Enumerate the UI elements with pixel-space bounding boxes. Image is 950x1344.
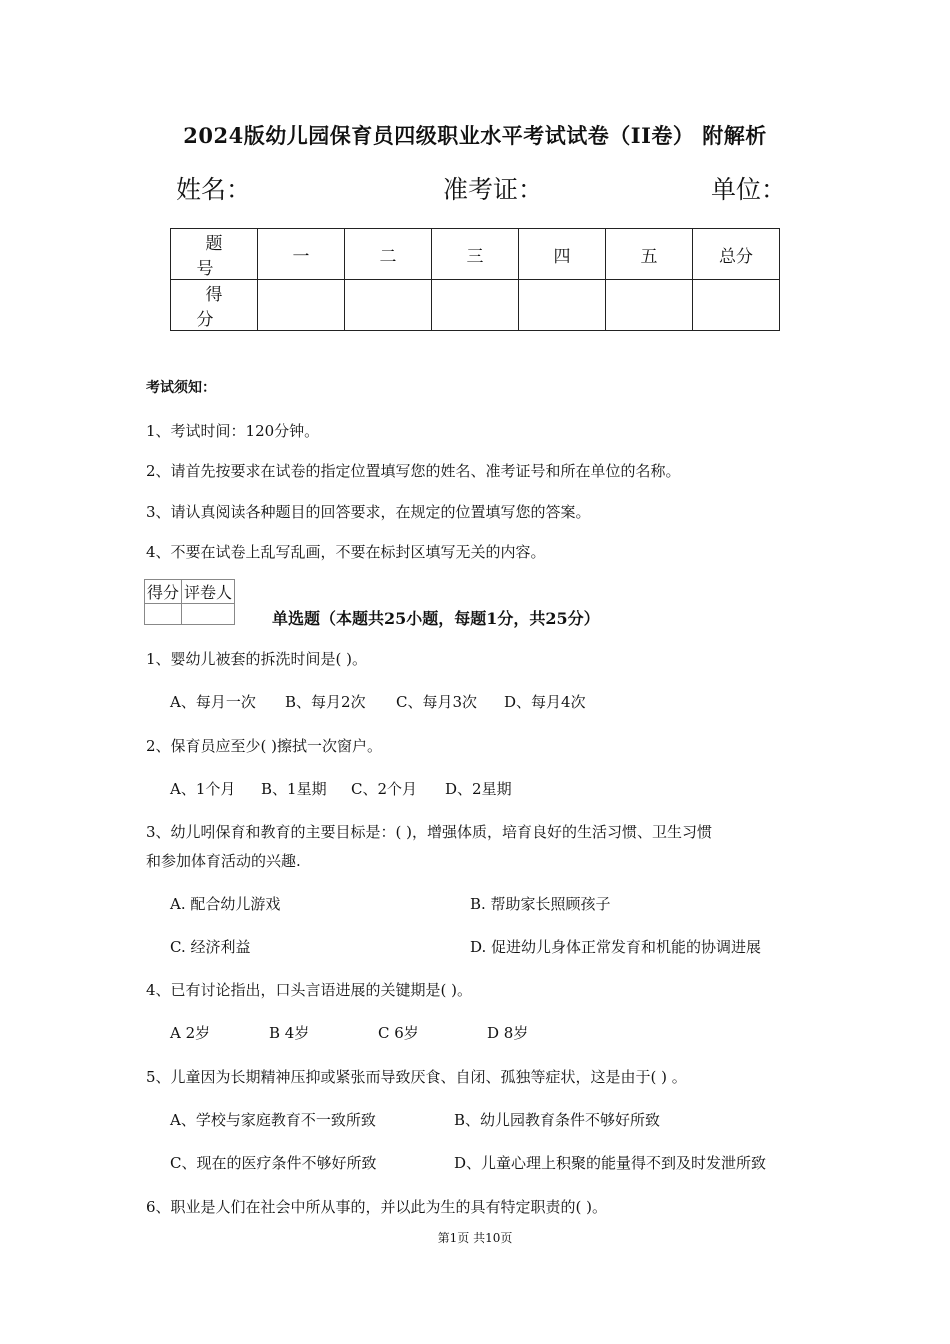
question-option: B. 帮助家长照顾孩子 bbox=[470, 895, 611, 913]
grader-score-cell[interactable] bbox=[145, 604, 182, 625]
question-option: A. 配合幼儿游戏 bbox=[170, 895, 281, 913]
question-stem: 6、职业是人们在社会中所从事的，并以此为生的具有特定职责的( )。 bbox=[146, 1198, 608, 1216]
score-table-header-row bbox=[171, 229, 780, 280]
question-option: D、2星期 bbox=[445, 780, 512, 798]
question-stem: 1、婴幼儿被套的拆洗时间是( )。 bbox=[146, 650, 368, 668]
grader-score-label: 得分 bbox=[145, 580, 182, 604]
exam-id-field-label: 准考证： bbox=[443, 175, 544, 204]
score-table-row-label: 得分 bbox=[171, 280, 258, 331]
score-table-header-cell: 五 bbox=[606, 229, 693, 280]
question-option: C、每月3次 bbox=[396, 693, 478, 711]
score-cell[interactable] bbox=[432, 280, 519, 331]
score-table-header-cell: 二 bbox=[345, 229, 432, 280]
page-footer: 第1页 共10页 bbox=[437, 1231, 513, 1245]
question-option: B 4岁 bbox=[269, 1024, 310, 1042]
question-option: C、2个月 bbox=[351, 780, 418, 798]
question-option: D. 促进幼儿身体正常发育和机能的协调进展 bbox=[470, 938, 762, 956]
notice-item: 1、考试时间：120分钟。 bbox=[146, 422, 320, 440]
question-stem: 4、已有讨论指出，口头言语进展的关键期是( )。 bbox=[146, 981, 473, 999]
unit-field-label: 单位： bbox=[711, 175, 787, 204]
score-cell[interactable] bbox=[345, 280, 432, 331]
question-option: D、儿童心理上积聚的能量得不到及时发泄所致 bbox=[454, 1154, 767, 1172]
question-option: C 6岁 bbox=[378, 1024, 419, 1042]
question-option: A、每月一次 bbox=[170, 693, 256, 711]
question-option: D 8岁 bbox=[487, 1024, 529, 1042]
page-title: 2024版幼儿园保育员四级职业水平考试试卷（II卷） 附解析 bbox=[183, 123, 767, 148]
grader-reviewer-label: 评卷人 bbox=[182, 580, 235, 604]
question-stem: 2、保育员应至少( )擦拭一次窗户。 bbox=[146, 737, 383, 755]
question-option: B、1星期 bbox=[261, 780, 327, 798]
score-table bbox=[170, 228, 780, 331]
name-field-label: 姓名： bbox=[176, 175, 252, 204]
notice-item: 2、请首先按要求在试卷的指定位置填写您的姓名、准考证号和所在单位的名称。 bbox=[146, 462, 681, 480]
notice-heading: 考试须知： bbox=[146, 380, 216, 396]
score-table-header-cell: 题号 bbox=[171, 229, 258, 280]
question-option: C. 经济利益 bbox=[170, 938, 251, 956]
question-option: B、幼儿园教育条件不够好所致 bbox=[454, 1111, 661, 1129]
question-stem-continued: 和参加体育活动的兴趣. bbox=[146, 852, 301, 870]
question-option: C、现在的医疗条件不够好所致 bbox=[170, 1154, 377, 1172]
score-cell[interactable] bbox=[693, 280, 780, 331]
score-table-header-cell: 三 bbox=[432, 229, 519, 280]
section-title: 单选题（本题共25小题，每题1分，共25分） bbox=[272, 609, 600, 628]
question-option: B、每月2次 bbox=[285, 693, 366, 711]
grader-reviewer-cell[interactable] bbox=[182, 604, 235, 625]
notice-item: 4、不要在试卷上乱写乱画，不要在标封区填写无关的内容。 bbox=[146, 543, 546, 561]
score-cell[interactable] bbox=[606, 280, 693, 331]
score-table-header-cell: 总分 bbox=[693, 229, 780, 280]
score-cell[interactable] bbox=[258, 280, 345, 331]
question-option: A、学校与家庭教育不一致所致 bbox=[170, 1111, 376, 1129]
question-option: D、每月4次 bbox=[504, 693, 586, 711]
question-stem: 5、儿童因为长期精神压抑或紧张而导致厌食、自闭、孤独等症状，这是由于( ) 。 bbox=[146, 1068, 687, 1086]
question-stem: 3、幼儿吲保育和教育的主要目标是：( )，增强体质，培育良好的生活习惯、卫生习惯 bbox=[146, 823, 713, 841]
score-table-header-cell: 一 bbox=[258, 229, 345, 280]
score-table-header-cell: 四 bbox=[519, 229, 606, 280]
grader-table bbox=[144, 579, 235, 625]
question-option: A 2岁 bbox=[170, 1024, 211, 1042]
question-option: A、1个月 bbox=[170, 780, 236, 798]
notice-item: 3、请认真阅读各种题目的回答要求，在规定的位置填写您的答案。 bbox=[146, 503, 591, 521]
score-table-score-row bbox=[171, 280, 780, 331]
score-cell[interactable] bbox=[519, 280, 606, 331]
